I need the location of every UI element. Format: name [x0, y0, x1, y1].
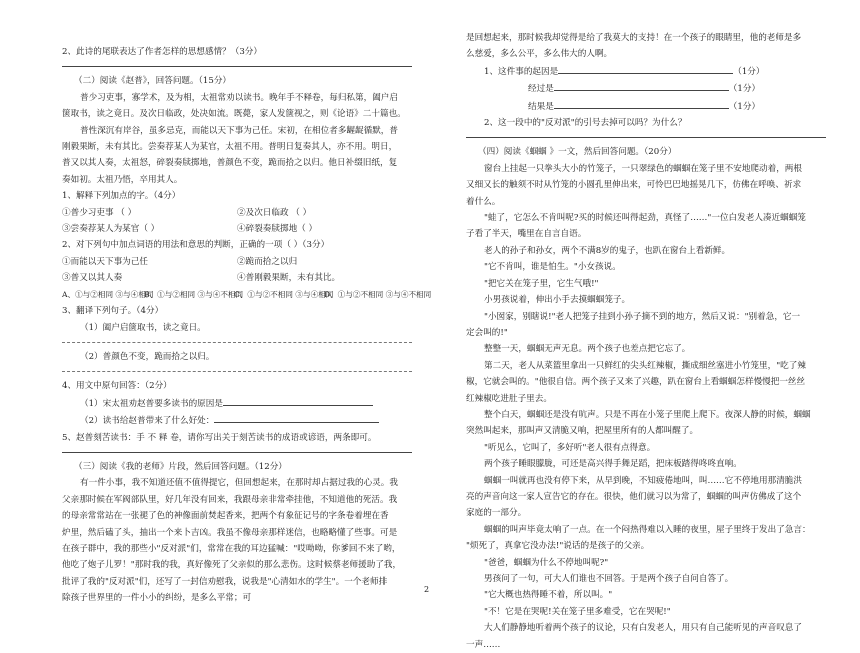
q3-item: （2）普颜色不变，跪而拾之以归。	[80, 351, 215, 362]
passage-line: 又细又长的触须不时从竹笼的小圆孔里伸出来，可怜巴巴地摇晃几下，仿佛在呼唤、祈求	[466, 180, 802, 191]
question-2: 2、这一段中的"反对派"的引号去掉可以吗？为什么？	[484, 118, 687, 129]
passage-line: 除孩子世界里的一件小小的纠纷，是多么平常；可	[62, 593, 252, 604]
passage-line: "烦死了，真拿它没办法!"说话的是孩子的父亲。	[466, 541, 650, 552]
question-1: 1、解释下列加点的字。（4分）	[62, 191, 181, 202]
q1-item: ②及次日临政 （ ）	[237, 207, 312, 218]
answer-blank[interactable]	[558, 63, 733, 74]
passage-line: "它大概也热得睡不着，所以叫。"	[484, 590, 613, 601]
page-number: 2	[424, 585, 430, 594]
left-column	[62, 44, 432, 607]
question-4: 4、用文中原句回答：（2分）	[62, 381, 172, 392]
score: （1分）	[733, 66, 765, 77]
passage-line: 定会叫的!"	[466, 327, 508, 338]
answer-line	[62, 336, 412, 343]
passage-line: 箧取书，读之竟日。及次日临政，处决如流。既薨，家人发箧视之，则《论语》二十篇也。	[62, 109, 406, 120]
passage-line: 椒，它就会叫的。"他很自信。两个孩子又来了兴趣，趴在窗台上看蝈蝈怎样慢慢把一丝丝	[466, 377, 806, 388]
q1-line: 经过是	[528, 84, 554, 95]
q4-item: （1）宋太祖劝赵普要多读书的原因是	[80, 398, 223, 409]
passage-line: 两个孩子睡眼朦胧，可还是高兴得手舞足蹈，把床板踏得咚咚直响。	[484, 459, 742, 470]
passage-line: 整个白天，蝈蝈还是没有吭声。只是不再在小笼子里爬上爬下。夜深人静的时候，蝈蝈	[484, 409, 811, 420]
passage-line: 家庭的一部分。	[466, 508, 527, 519]
q4-item: （2）读书给赵普带来了什么好处：	[80, 416, 215, 427]
passage-line: 刚毅果断，未有其比。尝奏荐某人为某官，太祖不用。普明日复奏其人，亦不用。明日，	[62, 142, 398, 153]
passage-line: 的母亲常常站在一张褪了色的神像面前焚起香来，把两个有象征记号的字条卷着埋在香	[62, 511, 389, 522]
passage-line: 红辣椒吃进肚子里去。	[466, 393, 552, 404]
question-5: 5、赵普刻苦读书：手 不 释 卷，请你写出关于刻苦读书的成语或谚语，两条即可。	[62, 432, 377, 443]
answer-line	[62, 446, 412, 453]
q1-item: ④碎裂奏牍掷地（ ）	[237, 224, 318, 235]
passage-line: 有一件小事，我不知道还值不值得提它，但回想起来，在那时却占据过我的心灵。我	[80, 478, 398, 489]
passage-line: 第二天，老人从菜篮里拿出一只鲜红的尖头红辣椒，撕成细丝塞进小竹笼里，"吃了辣	[484, 360, 806, 371]
q2-item: ④普刚毅果断，未有其比。	[237, 273, 341, 284]
passage-line: 普又以其人奏，太祖怒，碎裂奏牍掷地，普颜色不变，跪而拾之以归。他日补缀旧纸，复	[62, 158, 398, 169]
passage-line: "把它关在笼子里，它生气哦!"	[484, 278, 599, 289]
passage-line: 在孩子群中，我的那些小"反对派"们，常常在我的耳边猛喊："哎呦呦，你爹回不来了哟，	[62, 543, 401, 554]
passage-line: 着什么。	[466, 196, 501, 207]
q1-item: ③尝奏荐某人为某官（ ）	[62, 224, 160, 235]
answer-blank[interactable]	[214, 412, 379, 423]
passage-line: 蝈蝈一叫就再也没有停下来，从早到晚，不知疲倦地叫，叫……它不停地用那清脆洪	[484, 475, 802, 486]
question-2: 2、对下列句中加点词语的用法和意思的判断，正确的一项（ ）（3分）	[62, 240, 330, 251]
option-b: B、①与②相同 ③与④不相同	[144, 289, 244, 299]
passage-line: 炉里，然后磕了头，抽出一个来卜吉凶。我虽不像母亲那样迷信，也略略懂了些事。可是	[62, 527, 398, 538]
q2-item: ③普又以其人奏	[62, 273, 123, 284]
passage-line: "小囡家，别瞎说!"老人把笼子挂到小孙子摘不到的地方，然后又说："别着急，它一	[484, 311, 801, 322]
passage-line: 奏如初。太祖乃悟，卒用其人。	[62, 174, 183, 185]
passage-line: "蛙了，它怎么不肯叫呢?买的时候还叫得起劲，真怪了……"一位白发老人凑近蝈蝈笼	[484, 213, 806, 224]
passage-line: 普少习吏事，寡学术，及为相，太祖常劝以读书。晚年手不释卷，每归私第，阖户启	[80, 92, 398, 103]
section-3-title: （三）阅读《我的老师》片段，然后回答问题。（12分）	[74, 461, 287, 472]
option-c: C、①与②不相同 ③与④相同	[234, 289, 334, 299]
passage-line: 批评了我的"反对派"们，还写了一封信劝慰我，说我是"心清如水的学生"。一个老师排	[62, 576, 388, 587]
poem-question-2: 2、此诗的尾联表达了作者怎样的思想感情？（3分）	[62, 47, 262, 57]
question-3: 3、翻译下列句子。（4分）	[62, 306, 164, 317]
passage-line: 整整一天，蝈蝈无声无息。两个孩子也差点把它忘了。	[484, 344, 691, 355]
passage-line: "不！它是在哭呢!关在笼子里多难受，它在哭呢!"	[484, 606, 671, 617]
answer-blank[interactable]	[554, 98, 729, 109]
score: （1分）	[728, 84, 761, 95]
option-a: A、①与②相同 ③与④相同	[62, 289, 154, 299]
answer-line	[62, 365, 412, 372]
passage-line: 么慈爱，多么公平，多么伟大的人啊。	[466, 49, 613, 60]
answer-line	[62, 60, 412, 67]
q1-item: ①普少习吏事 （ ）	[62, 207, 137, 218]
q2-item: ①而能以天下事为己任	[62, 256, 148, 267]
q3-item: （1）阖户启箧取书，读之竟日。	[80, 322, 206, 333]
answer-blank[interactable]	[554, 80, 729, 91]
score: （1分）	[728, 101, 761, 112]
answer-line	[466, 131, 826, 138]
q2-item: ②跪而拾之以归	[237, 256, 298, 267]
passage-line: 老人的孙子和孙女，两个不满8岁的鬼子，也趴在窗台上看新鲜。	[484, 245, 731, 256]
passage-line: "爸爸，蝈蝈为什么不停地叫呢?"	[484, 557, 609, 568]
right-column	[466, 30, 826, 653]
passage-line: 亮的声音向这一家人宣告它的存在。很快，他们就习以为常了，蝈蝈的叫声仿佛成了这个	[466, 491, 802, 502]
passage-line: 父亲那时候在军阀部队里，好几年没有回来，我跟母亲非常牵挂他，不知道他的死活。我	[62, 494, 398, 505]
passage-line: "它不肯叫，谁是怕生。"小女孩说。	[484, 262, 621, 273]
answer-blank[interactable]	[223, 395, 373, 406]
passage-line: 窗台上挂起一只拳头大小的竹笼子，一只翠绿色的蝈蝈在笼子里不安地爬动着，两根	[484, 163, 802, 174]
passage-line: 大人们静静地听着两个孩子的议论，只有白发老人，用只有自己能听见的声音叹息了	[484, 623, 802, 634]
passage-line: 男孩问了一句，可大人们谁也不回答。于是两个孩子自问自答了。	[484, 574, 734, 584]
option-d: D、①与②不相同 ③与④不相同	[324, 289, 432, 299]
passage-line: 是回想起来，那时候我却觉得是给了我莫大的支持！在一个孩子的眼睛里，他的老师是多	[466, 33, 802, 43]
passage-line: "听见么，它叫了，多好听"老人很有点得意。	[484, 442, 656, 453]
passage-line: 子看了半天，嘴里在自言自语。	[466, 229, 587, 240]
passage-line: 小男孩说着，伸出小手去摸蝈蝈笼子。	[484, 295, 631, 306]
q1-line: 结果是	[528, 101, 554, 112]
passage-line: 普性深沉有岸谷，虽多忌克，而能以天下事为己任。宋初，在相位者多龌龊循默，普	[80, 125, 398, 136]
passage-line: 他吃了炮子儿罗！"那时我的我，真好像死了父亲似的那么悲伤。这时候蔡老师援助了我，	[62, 560, 402, 571]
passage-line: 突然叫起来，那叫声又清脆又响，把屋里所有的人都叫醒了。	[466, 426, 699, 437]
section-2-title: （二）阅读《赵普》，回答问题。（15分）	[74, 76, 232, 87]
passage-line: 一声……	[466, 639, 501, 650]
passage-line: 蝈蝈的叫声毕竟太响了一点。在一个闷热得难以入睡的夜里，屋子里终于发出了急言：	[484, 524, 811, 535]
section-4-title: （四）阅读《蝈蝈 》一文，然后回答问题。（20分）	[478, 147, 677, 158]
question-1: 1、这件事的起因是	[484, 66, 559, 77]
